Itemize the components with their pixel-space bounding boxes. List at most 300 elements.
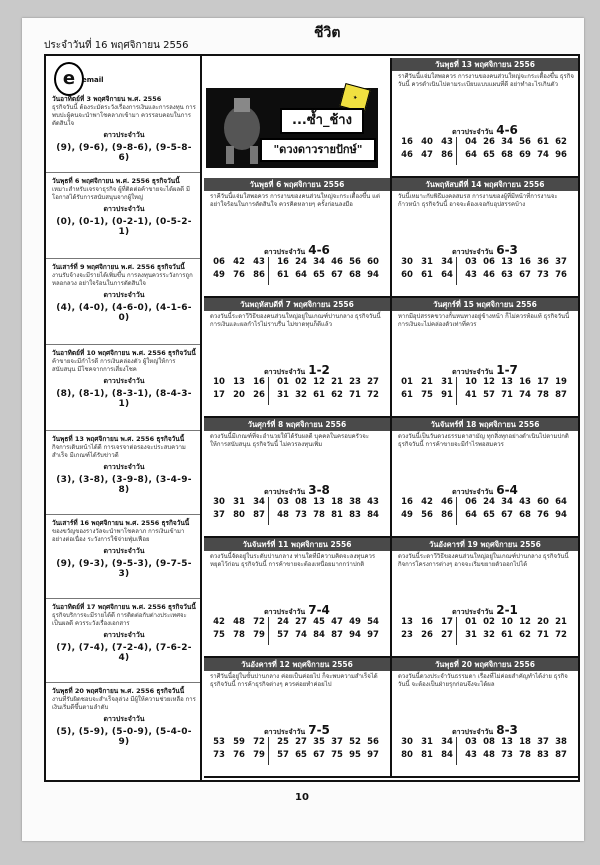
lucky-number: 47 bbox=[421, 150, 433, 160]
lucky-number: 64 bbox=[465, 150, 477, 160]
lucky-star-caption: ดาวประจำวัน bbox=[452, 728, 494, 736]
left-entry-label: ดาวประจำวัน bbox=[103, 205, 145, 213]
lucky-number: 17 bbox=[537, 377, 549, 387]
grid-divider bbox=[456, 257, 457, 285]
lucky-number-grid bbox=[392, 257, 578, 287]
lucky-number: 56 bbox=[519, 137, 531, 147]
lucky-number: 53 bbox=[213, 737, 225, 747]
left-entry-numbers: (4), (4-0), (4-6-0), (4-1-6-0) bbox=[56, 303, 192, 323]
grid-divider bbox=[456, 137, 457, 165]
lucky-star-label bbox=[392, 603, 578, 615]
lucky-number: 48 bbox=[277, 510, 289, 520]
lucky-number: 61 bbox=[501, 630, 513, 640]
left-entry-label: ดาวประจำวัน bbox=[103, 715, 145, 723]
lucky-number: 73 bbox=[213, 750, 225, 760]
lucky-number: 57 bbox=[483, 390, 495, 400]
lucky-number: 60 bbox=[367, 257, 379, 267]
lucky-number: 61 bbox=[277, 270, 289, 280]
lucky-number: 13 bbox=[501, 737, 513, 747]
lucky-number: 62 bbox=[519, 630, 531, 640]
left-divider bbox=[46, 598, 200, 599]
day-section-header: วันอังคารที่ 19 พฤศจิกายน 2556 bbox=[392, 538, 578, 551]
day-section-text: ราคีวันนี้แจ่มใสพอควร การงานของคนส่วนใหญ่จะกระเตื้องขึ้น แต่อย่าใจร้อนในการตัดสินใจ ควรคิดหลายๆ ครั้งก่อนลงมือ bbox=[210, 193, 380, 208]
lucky-number: 84 bbox=[441, 750, 453, 760]
lucky-number: 26 bbox=[421, 630, 433, 640]
day-section bbox=[204, 658, 390, 778]
banner-title-top: ...ซ้ำ_ช้าง bbox=[280, 108, 364, 134]
lucky-number: 10 bbox=[501, 617, 513, 627]
lucky-number: 13 bbox=[501, 377, 513, 387]
lucky-number: 31 bbox=[465, 630, 477, 640]
lucky-number: 20 bbox=[233, 390, 245, 400]
lucky-number: 31 bbox=[421, 737, 433, 747]
lucky-number: 96 bbox=[555, 150, 567, 160]
lucky-number: 94 bbox=[367, 270, 379, 280]
grid-divider bbox=[456, 737, 457, 765]
lucky-number: 43 bbox=[253, 257, 265, 267]
lucky-star-label bbox=[204, 723, 390, 735]
left-entry-title: วันเสาร์ที่ 16 พฤศจิกายน พ.ศ. 2556 ธุรกิจวันนี้ bbox=[52, 519, 190, 527]
lucky-star-number: 4-6 bbox=[308, 243, 330, 257]
lucky-number: 27 bbox=[367, 377, 379, 387]
day-section-text: ดวงวันนี้เป็นวันดวงธรรมดาสามัญ ทุกสิ่งทุกอย่างดำเนินไปตามปกติ ธุรกิจวันนี้ การค้าขายจะมีกำไรพอสมควร bbox=[398, 433, 569, 448]
lucky-number: 32 bbox=[483, 630, 495, 640]
day-section bbox=[390, 298, 578, 418]
lucky-star-number: 7-5 bbox=[308, 723, 330, 737]
left-entry bbox=[52, 686, 196, 747]
lucky-star-caption: ดาวประจำวัน bbox=[452, 608, 494, 616]
lucky-number: 56 bbox=[367, 737, 379, 747]
lucky-number: 26 bbox=[483, 137, 495, 147]
day-section bbox=[390, 658, 578, 778]
lucky-star-number: 1-7 bbox=[496, 363, 518, 377]
day-section-text: ดวงวันนี้ดวงประจำวันธรรมดา เรื่องที่ไม่ค่อยสำคัญทำได้ง่าย ธุรกิจวันนี้ จะต้องเป็นฝ่ายรุกก่อนจึงจะได้ผล bbox=[398, 673, 568, 688]
grid-divider bbox=[456, 617, 457, 645]
lucky-number-grid bbox=[204, 497, 390, 527]
lucky-number: 80 bbox=[401, 750, 413, 760]
lucky-number: 94 bbox=[555, 510, 567, 520]
lucky-star-label bbox=[204, 483, 390, 495]
lucky-number-grid bbox=[392, 137, 578, 167]
lucky-star-number: 1-2 bbox=[308, 363, 330, 377]
left-entry-label: ดาวประจำวัน bbox=[103, 631, 145, 639]
left-entry-text: ธุรกิจบริการจะมีรายได้ดี การติดต่อกับต่างประเทศจะเป็นผลดี ควรระวังเรื่องเอกสาร bbox=[52, 612, 187, 627]
lucky-number: 73 bbox=[537, 270, 549, 280]
lucky-number: 48 bbox=[483, 750, 495, 760]
lucky-number: 04 bbox=[465, 137, 477, 147]
grid-divider bbox=[268, 497, 269, 525]
lucky-number: 78 bbox=[519, 750, 531, 760]
left-divider bbox=[46, 258, 200, 259]
left-divider bbox=[46, 514, 200, 515]
lucky-number: 57 bbox=[277, 750, 289, 760]
lucky-number: 78 bbox=[313, 510, 325, 520]
left-entry-label: ดาวประจำวัน bbox=[103, 547, 145, 555]
lucky-number: 34 bbox=[501, 137, 513, 147]
left-divider bbox=[46, 344, 200, 345]
lucky-number: 76 bbox=[233, 750, 245, 760]
lucky-number: 30 bbox=[401, 737, 413, 747]
day-section bbox=[390, 178, 578, 298]
lucky-number: 68 bbox=[501, 150, 513, 160]
lucky-number: 64 bbox=[555, 497, 567, 507]
lucky-number: 67 bbox=[313, 750, 325, 760]
grid-divider bbox=[456, 377, 457, 405]
lucky-star-caption: ดาวประจำวัน bbox=[264, 368, 306, 376]
lucky-number: 43 bbox=[519, 497, 531, 507]
lucky-number: 74 bbox=[537, 150, 549, 160]
lucky-number: 16 bbox=[277, 257, 289, 267]
lucky-number: 01 bbox=[401, 377, 413, 387]
lucky-number: 06 bbox=[213, 257, 225, 267]
grid-divider bbox=[268, 377, 269, 405]
day-section-text: ดวงวันนี้จัดอยู่ในระดับปานกลาง ท่านใดที่มีความคิดจะลงทุนควรหยุดไว้ก่อน ธุรกิจวันนี้ การค้าขายจะต้องเหนื่อยมากกว่าปกติ bbox=[210, 553, 376, 568]
lucky-number: 68 bbox=[349, 270, 361, 280]
lucky-number: 43 bbox=[465, 270, 477, 280]
banner-title-bottom: "ดวงดาวรายปักษ์" bbox=[260, 138, 376, 162]
day-section bbox=[204, 298, 390, 418]
left-entry-numbers: (8), (8-1), (8-3-1), (8-4-3-1) bbox=[56, 389, 192, 409]
lucky-number: 48 bbox=[233, 617, 245, 627]
lucky-number: 61 bbox=[313, 390, 325, 400]
lucky-number: 03 bbox=[465, 737, 477, 747]
lucky-number: 67 bbox=[331, 270, 343, 280]
lucky-star-caption: ดาวประจำวัน bbox=[452, 128, 494, 136]
lucky-number: 12 bbox=[483, 377, 495, 387]
lucky-number-grid bbox=[204, 737, 390, 767]
lucky-number: 86 bbox=[441, 510, 453, 520]
lucky-number: 64 bbox=[295, 270, 307, 280]
lucky-number: 37 bbox=[213, 510, 225, 520]
lucky-number: 81 bbox=[331, 510, 343, 520]
left-entry-title: วันอาทิตย์ที่ 17 พฤศจิกายน พ.ศ. 2556 ธุรกิจวันนี้ bbox=[52, 603, 196, 611]
left-entry-title: วันพุธที่ 20 พฤศจิกายน พ.ศ. 2556 ธุรกิจวันนี้ bbox=[52, 687, 185, 695]
lucky-number-grid bbox=[204, 257, 390, 287]
lucky-number: 01 bbox=[465, 617, 477, 627]
lucky-number: 81 bbox=[421, 750, 433, 760]
left-entry-text: งานที่รับผิดชอบจะสำเร็จลุล่วง มีผู้ให้ความช่วยเหลือ การเงินเริ่มดีขึ้นตามลำดับ bbox=[52, 696, 196, 711]
lucky-number: 43 bbox=[465, 750, 477, 760]
lucky-number: 56 bbox=[421, 510, 433, 520]
lucky-number: 32 bbox=[295, 390, 307, 400]
lucky-number: 43 bbox=[441, 137, 453, 147]
left-entry-numbers: (0), (0-1), (0-2-1), (0-5-2-1) bbox=[56, 217, 192, 237]
lucky-number: 35 bbox=[313, 737, 325, 747]
lucky-number: 13 bbox=[401, 617, 413, 627]
lucky-number: 40 bbox=[421, 137, 433, 147]
lucky-star-label bbox=[392, 483, 578, 495]
lucky-number: 27 bbox=[295, 737, 307, 747]
lucky-number: 79 bbox=[253, 750, 265, 760]
left-entry-text: กิจการเดินหน้าได้ดี การเจรจาต่อรองจะประสบความสำเร็จ มีเกณฑ์ได้รับข่าวดี bbox=[52, 444, 186, 459]
lucky-number: 34 bbox=[501, 497, 513, 507]
lucky-number: 62 bbox=[555, 137, 567, 147]
lucky-number: 78 bbox=[233, 630, 245, 640]
lucky-number: 38 bbox=[555, 737, 567, 747]
lucky-number: 87 bbox=[555, 390, 567, 400]
lucky-star-caption: ดาวประจำวัน bbox=[264, 488, 306, 496]
lucky-number: 01 bbox=[277, 377, 289, 387]
left-column bbox=[46, 56, 202, 780]
lucky-star-label bbox=[392, 243, 578, 255]
day-section bbox=[390, 418, 578, 538]
lucky-number: 60 bbox=[401, 270, 413, 280]
lucky-number: 83 bbox=[537, 750, 549, 760]
lucky-number: 36 bbox=[537, 257, 549, 267]
lucky-star-label bbox=[204, 363, 390, 375]
lucky-number: 71 bbox=[349, 390, 361, 400]
day-section-header: วันอังคารที่ 12 พฤศจิกายน 2556 bbox=[204, 658, 390, 671]
left-entry-text: เหมาะสำหรับเจรจาธุรกิจ ผู้ที่ติดต่อค้าขายจะได้ผลดี มีโอกาสได้รับการสนับสนุนจากผู้ใหญ่ bbox=[52, 186, 190, 201]
lucky-number: 27 bbox=[295, 617, 307, 627]
grid-divider bbox=[268, 737, 269, 765]
lucky-number: 18 bbox=[331, 497, 343, 507]
lucky-number: 61 bbox=[421, 270, 433, 280]
lucky-number: 17 bbox=[213, 390, 225, 400]
lucky-number: 42 bbox=[421, 497, 433, 507]
lucky-number: 13 bbox=[313, 497, 325, 507]
lucky-number: 65 bbox=[483, 150, 495, 160]
lucky-number: 74 bbox=[295, 630, 307, 640]
lucky-star-number: 7-4 bbox=[308, 603, 330, 617]
lucky-number: 37 bbox=[537, 737, 549, 747]
day-section-header: วันพุธที่ 6 พฤศจิกายน 2556 bbox=[204, 178, 390, 191]
lucky-star-number: 8-3 bbox=[496, 723, 518, 737]
lucky-number: 18 bbox=[519, 737, 531, 747]
lucky-number: 72 bbox=[367, 390, 379, 400]
lucky-number: 54 bbox=[367, 617, 379, 627]
lucky-number: 16 bbox=[421, 617, 433, 627]
lucky-number: 21 bbox=[421, 377, 433, 387]
lucky-number: 26 bbox=[253, 390, 265, 400]
lucky-number: 57 bbox=[277, 630, 289, 640]
lucky-number: 23 bbox=[349, 377, 361, 387]
day-section-text: หากมีอุปสรรคขวางกั้นหนทางอยู่ข้างหน้า ก็ไม่ควรท้อแท้ ธุรกิจวันนี้ การเงินจะไม่คล่องตัวเท่าที่ควร bbox=[398, 313, 570, 328]
lucky-star-caption: ดาวประจำวัน bbox=[264, 728, 306, 736]
lucky-number: 08 bbox=[295, 497, 307, 507]
day-section-header: วันพฤหัสบดีที่ 7 พฤศจิกายน 2556 bbox=[204, 298, 390, 311]
issue-date: ประจำวันที่ 16 พฤศจิกายน 2556 bbox=[44, 40, 189, 51]
lucky-number: 97 bbox=[367, 750, 379, 760]
left-entry bbox=[52, 348, 196, 409]
left-entry-text: ธุรกิจวันนี้ ต้องระมัดระวังเรื่องการเงินและการลงทุน การพบปะผู้คนจะนำพาโชคลาภเข้ามา ควรรอบคอบในการตัดสินใจ bbox=[52, 104, 196, 127]
left-entry-label: ดาวประจำวัน bbox=[103, 291, 145, 299]
magazine-logo: ชีวิต bbox=[314, 25, 341, 41]
day-section-header: วันจันทร์ที่ 11 พฤศจิกายน 2556 bbox=[204, 538, 390, 551]
lucky-number: 41 bbox=[465, 390, 477, 400]
lucky-number: 87 bbox=[331, 630, 343, 640]
lucky-number: 95 bbox=[349, 750, 361, 760]
lucky-number-grid bbox=[392, 737, 578, 767]
lucky-number: 42 bbox=[213, 617, 225, 627]
lucky-number: 87 bbox=[253, 510, 265, 520]
left-entry-title: วันอาทิตย์ที่ 3 พฤศจิกายน พ.ศ. 2556 bbox=[52, 95, 162, 103]
day-section bbox=[204, 418, 390, 538]
lucky-number: 43 bbox=[367, 497, 379, 507]
day-section-text: ดวงวันนี้ระดาวีวิธีของคนส่วนใหญ่อยู่ในเกณฑ์ปานกลาง ธุรกิจวันนี้ กิจการโครงการต่างๆ อาจจะเริ่มขยายตัวออกไปได้ bbox=[398, 553, 569, 568]
left-entry bbox=[52, 434, 196, 495]
day-section-header: วันจันทร์ที่ 18 พฤศจิกายน 2556 bbox=[392, 418, 578, 431]
lucky-number: 61 bbox=[537, 137, 549, 147]
lucky-number: 52 bbox=[349, 737, 361, 747]
lucky-number: 16 bbox=[401, 137, 413, 147]
lucky-number: 86 bbox=[253, 270, 265, 280]
lucky-number: 21 bbox=[555, 617, 567, 627]
day-section-header: วันศุกร์ที่ 8 พฤศจิกายน 2556 bbox=[204, 418, 390, 431]
lucky-number: 59 bbox=[233, 737, 245, 747]
left-entry-label: ดาวประจำวัน bbox=[103, 377, 145, 385]
lucky-number: 03 bbox=[465, 257, 477, 267]
left-entry-text: ค้าขายจะมีกำไรดี การเงินคล่องตัว ผู้ใหญ่ให้การสนับสนุน มีโชคจากการเสี่ยงโชค bbox=[52, 358, 176, 373]
day-section-text: ราศีวันนี้แจ่มใสพอควร การงานของคนส่วนใหญ่จะกระเตื้องขึ้น ธุรกิจวันนี้ ควรดำเนินไปตามระเบียบแบบแผนที่ดี อย่าทำอะไรเกินตัว bbox=[398, 73, 574, 88]
lucky-number: 62 bbox=[331, 390, 343, 400]
page-header bbox=[44, 25, 564, 52]
lucky-number: 65 bbox=[313, 270, 325, 280]
lucky-star-number: 2-1 bbox=[496, 603, 518, 617]
lucky-star-label bbox=[392, 363, 578, 375]
left-entry-numbers: (9), (9-3), (9-5-3), (9-7-5-3) bbox=[56, 559, 192, 579]
left-entry-text: ของขวัญของรางวัลจะนำพาโชคลาภ การเงินเข้ามาอย่างต่อเนื่อง ระวังการใช้จ่ายฟุ่มเฟือย bbox=[52, 528, 185, 543]
lucky-number: 49 bbox=[401, 510, 413, 520]
lucky-number: 73 bbox=[295, 510, 307, 520]
lucky-number: 67 bbox=[519, 270, 531, 280]
day-section-text: ดวงวันนี้ระดาวีวิธีของคนส่วนใหญ่อยู่ในเกณฑ์ปานกลาง ธุรกิจวันนี้ การเงินและผลกำไรไม่ราบรื่น ไม่ขาดทุนก็ดีแล้ว bbox=[210, 313, 381, 328]
lucky-number: 34 bbox=[313, 257, 325, 267]
lucky-number: 72 bbox=[555, 630, 567, 640]
day-section-text: ดวงวันนี้มีเกณฑ์ที่จะอำนวยให้ได้รับผลดี บุคคลในครอบครัวจะให้การสนับสนุน ธุรกิจวันนี้ ไม่ควรลงทุนเพิ่ม bbox=[210, 433, 369, 448]
email-label: email bbox=[82, 76, 104, 84]
lucky-number: 17 bbox=[441, 617, 453, 627]
left-entry-title: วันพุธที่ 13 พฤศจิกายน พ.ศ. 2556 ธุรกิจวันนี้ bbox=[52, 435, 185, 443]
lucky-number: 83 bbox=[349, 510, 361, 520]
badge-star-icon: ★ bbox=[339, 83, 370, 113]
lucky-number: 31 bbox=[277, 390, 289, 400]
left-entry-numbers: (3), (3-8), (3-9-8), (3-4-9-8) bbox=[56, 475, 192, 495]
grid-divider bbox=[456, 497, 457, 525]
lucky-star-caption: ดาวประจำวัน bbox=[452, 248, 494, 256]
lucky-star-number: 6-4 bbox=[496, 483, 518, 497]
left-entry bbox=[52, 94, 196, 163]
lucky-number: 46 bbox=[483, 270, 495, 280]
lucky-number: 61 bbox=[401, 390, 413, 400]
column-banner bbox=[202, 78, 382, 176]
day-section bbox=[204, 178, 390, 298]
lucky-star-number: 6-3 bbox=[496, 243, 518, 257]
lucky-number: 38 bbox=[349, 497, 361, 507]
lucky-number: 63 bbox=[501, 270, 513, 280]
lucky-number: 34 bbox=[441, 737, 453, 747]
grid-divider bbox=[268, 617, 269, 645]
day-section-header: วันพุธที่ 13 พฤศจิกายน 2556 bbox=[392, 58, 578, 71]
lucky-number-grid bbox=[392, 497, 578, 527]
lucky-number-grid bbox=[392, 377, 578, 407]
lucky-star-label bbox=[204, 603, 390, 615]
left-entry bbox=[52, 262, 196, 323]
lucky-number: 13 bbox=[233, 377, 245, 387]
lucky-number: 78 bbox=[537, 390, 549, 400]
lucky-number: 25 bbox=[277, 737, 289, 747]
left-entry-numbers: (7), (7-4), (7-2-4), (7-6-2-4) bbox=[56, 643, 192, 663]
lucky-number: 47 bbox=[331, 617, 343, 627]
lucky-number: 03 bbox=[277, 497, 289, 507]
lucky-number: 86 bbox=[441, 150, 453, 160]
lucky-number: 75 bbox=[213, 630, 225, 640]
lucky-star-label bbox=[392, 723, 578, 735]
lucky-number: 49 bbox=[349, 617, 361, 627]
lucky-number: 31 bbox=[233, 497, 245, 507]
lucky-number: 31 bbox=[421, 257, 433, 267]
lucky-number: 79 bbox=[253, 630, 265, 640]
lucky-star-label bbox=[392, 123, 578, 135]
left-entry-text: งานรับจ้างจะมีรายได้เพิ่มขึ้น การลงทุนควรระวังการถูกหลอกลวง อย่าใจร้อนในการตัดสินใจ bbox=[52, 272, 193, 287]
lucky-number: 71 bbox=[537, 630, 549, 640]
left-entry bbox=[52, 602, 196, 663]
lucky-number: 69 bbox=[519, 150, 531, 160]
left-entry-numbers: (9), (9-6), (9-8-6), (9-5-8-6) bbox=[56, 143, 192, 163]
lucky-number: 06 bbox=[483, 257, 495, 267]
lucky-star-caption: ดาวประจำวัน bbox=[452, 488, 494, 496]
left-divider bbox=[46, 172, 200, 173]
lucky-number-grid bbox=[204, 377, 390, 407]
lucky-number: 10 bbox=[213, 377, 225, 387]
left-entry-label: ดาวประจำวัน bbox=[103, 131, 145, 139]
day-section-header: วันศุกร์ที่ 15 พฤศจิกายน 2556 bbox=[392, 298, 578, 311]
lucky-star-caption: ดาวประจำวัน bbox=[264, 608, 306, 616]
lucky-number: 30 bbox=[213, 497, 225, 507]
lucky-star-caption: ดาวประจำวัน bbox=[452, 368, 494, 376]
lucky-number: 02 bbox=[483, 617, 495, 627]
lucky-star-number: 4-6 bbox=[496, 123, 518, 137]
lucky-number: 20 bbox=[537, 617, 549, 627]
lucky-number: 91 bbox=[441, 390, 453, 400]
lucky-number: 42 bbox=[233, 257, 245, 267]
lucky-number: 64 bbox=[441, 270, 453, 280]
email-icon: e bbox=[54, 62, 84, 96]
lucky-number: 76 bbox=[555, 270, 567, 280]
lucky-number-grid bbox=[204, 617, 390, 647]
lucky-number: 16 bbox=[401, 497, 413, 507]
lucky-star-number: 3-8 bbox=[308, 483, 330, 497]
page-number: 10 bbox=[295, 792, 309, 803]
lucky-number-grid bbox=[392, 617, 578, 647]
left-divider bbox=[46, 430, 200, 431]
lucky-number: 49 bbox=[213, 270, 225, 280]
lucky-number: 87 bbox=[555, 750, 567, 760]
lucky-number: 27 bbox=[441, 630, 453, 640]
lucky-number: 46 bbox=[401, 150, 413, 160]
lucky-number: 31 bbox=[441, 377, 453, 387]
day-section bbox=[204, 538, 390, 658]
lucky-number: 37 bbox=[331, 737, 343, 747]
lucky-number: 06 bbox=[465, 497, 477, 507]
lucky-number: 74 bbox=[519, 390, 531, 400]
lucky-number: 34 bbox=[441, 257, 453, 267]
lucky-number: 13 bbox=[501, 257, 513, 267]
lucky-number: 34 bbox=[253, 497, 265, 507]
lucky-number: 19 bbox=[555, 377, 567, 387]
lucky-number: 94 bbox=[349, 630, 361, 640]
lucky-number: 80 bbox=[233, 510, 245, 520]
day-section-text: ราศีวันนี้อยู่ในขั้นปานกลาง ค่อยเป็นค่อยไป ก็จะพบความสำเร็จได้ ธุรกิจวันนี้ การค้าธุรกิจต่างๆ ควรค่อยทำค่อยไป bbox=[210, 673, 378, 688]
lucky-number: 72 bbox=[253, 737, 265, 747]
lucky-number: 08 bbox=[483, 737, 495, 747]
day-section-text: วันนี้เหมาะกับพิธีมงคลสมรส การงานของผู้ที่มีหน้าที่การงานจะก้าวหน้า ธุรกิจวันนี้ อาจจะต้องเจอกับอุปสรรคบ้าง bbox=[398, 193, 558, 208]
lucky-number: 24 bbox=[483, 497, 495, 507]
lucky-number: 72 bbox=[253, 617, 265, 627]
lucky-star-caption: ดาวประจำวัน bbox=[264, 248, 306, 256]
lucky-number: 73 bbox=[501, 750, 513, 760]
lucky-number: 12 bbox=[313, 377, 325, 387]
